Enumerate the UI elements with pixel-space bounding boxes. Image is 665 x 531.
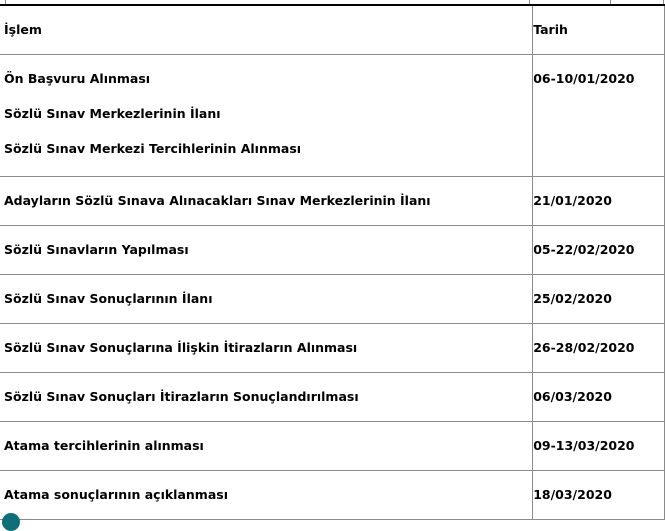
date-text: 26-28/02/2020 — [533, 340, 635, 355]
table-row — [0, 422, 665, 471]
process-text: Adayların Sözlü Sınava Alınacakları Sınav Merkezlerinin İlanı — [4, 193, 431, 208]
date-text: 21/01/2020 — [533, 193, 612, 208]
process-cell — [0, 226, 533, 275]
date-cell — [533, 422, 665, 471]
header-cell-date — [533, 5, 665, 55]
process-cell — [0, 471, 533, 520]
header-date-label: Tarih — [533, 22, 568, 37]
process-text: Sözlü Sınav Sonuçlarının İlanı — [4, 291, 213, 306]
date-text: 18/03/2020 — [533, 487, 612, 502]
table-row — [0, 226, 665, 275]
process-text: Ön Başvuru Alınması — [4, 71, 151, 86]
date-cell — [533, 373, 665, 422]
process-text: Atama tercihlerinin alınması — [4, 438, 204, 453]
date-cell — [533, 324, 665, 373]
process-text: Sözlü Sınav Sonuçlarına İlişkin İtirazların Alınması — [4, 340, 358, 355]
table-row — [0, 471, 665, 520]
date-cell — [533, 177, 665, 226]
process-cell — [0, 275, 533, 324]
process-text: Atama sonuçlarının açıklanması — [4, 487, 228, 502]
date-text: 06/03/2020 — [533, 389, 612, 404]
date-text: 06-10/01/2020 — [533, 71, 635, 86]
date-cell — [533, 226, 665, 275]
process-text: Sözlü Sınav Sonuçları İtirazların Sonuçlandırılması — [4, 389, 359, 404]
date-cell — [533, 471, 665, 520]
date-text: 25/02/2020 — [533, 291, 612, 306]
date-cell — [533, 275, 665, 324]
process-cell — [0, 177, 533, 226]
date-text: 09-13/03/2020 — [533, 438, 635, 453]
process-text: Sözlü Sınav Merkezi Tercihlerinin Alınması — [4, 141, 302, 156]
process-cell — [0, 373, 533, 422]
date-cell — [533, 55, 665, 177]
process-cell — [0, 55, 533, 177]
table-header-row — [0, 5, 665, 55]
partial-circle-icon — [2, 513, 20, 531]
schedule-table — [0, 4, 665, 520]
process-cell — [0, 324, 533, 373]
table-row — [0, 324, 665, 373]
header-cell-process — [0, 5, 533, 55]
header-process-label: İşlem — [4, 22, 42, 37]
table-row — [0, 373, 665, 422]
table-row — [0, 55, 665, 177]
date-text: 05-22/02/2020 — [533, 242, 635, 257]
process-text: Sözlü Sınavların Yapılması — [4, 242, 189, 257]
table-row — [0, 275, 665, 324]
process-text: Sözlü Sınav Merkezlerinin İlanı — [4, 106, 221, 121]
process-cell — [0, 422, 533, 471]
table-row — [0, 177, 665, 226]
